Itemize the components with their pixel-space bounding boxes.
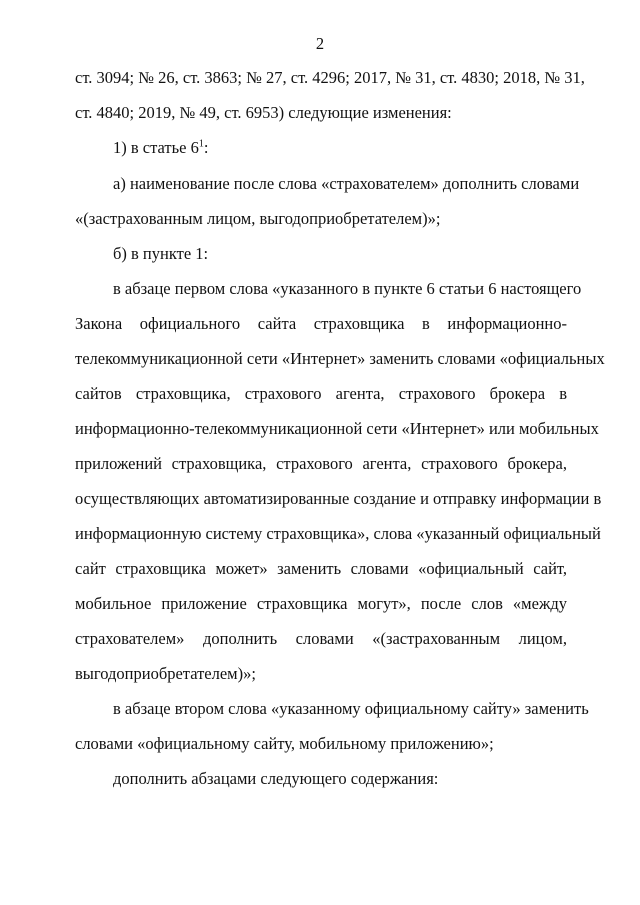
text-line: а) наименование после слова «страхователем» дополнить словами — [113, 174, 580, 193]
text-line: в абзаце втором слова «указанному официальному сайту» заменить — [113, 699, 589, 718]
text-line: дополнить абзацами следующего содержания: — [113, 769, 439, 788]
text-line: «(застрахованным лицом, выгодоприобретателем)»; — [75, 209, 441, 228]
text-line: информационно-телекоммуникационной сети «Интернет» или мобильных — [75, 419, 599, 438]
text-line: сайт страховщика может» заменить словами «официальный сайт, — [75, 559, 567, 578]
text-fragment: 1) в статье 6 — [113, 138, 199, 157]
text-line: приложений страховщика, страхового агента, страхового брокера, — [75, 454, 567, 473]
text-line: страхователем» дополнить словами «(застрахованным лицом, — [75, 629, 567, 648]
text-fragment: : — [203, 138, 209, 157]
text-line: сайтов страховщика, страхового агента, страхового брокера в — [75, 384, 567, 403]
text-line: информационную систему страховщика», слова «указанный официальный — [75, 524, 601, 543]
text-line: б) в пункте 1: — [113, 244, 209, 263]
text-line — [113, 136, 567, 160]
text-line: телекоммуникационной сети «Интернет» заменить словами «официальных — [75, 349, 605, 368]
text-line: ст. 3094; № 26, ст. 3863; № 27, ст. 4296; 2017, № 31, ст. 4830; 2018, № 31, — [75, 68, 585, 87]
text-line: выгодоприобретателем)»; — [75, 664, 256, 683]
text-line: ст. 4840; 2019, № 49, ст. 6953) следующие изменения: — [75, 103, 452, 122]
page-number: 2 — [315, 34, 325, 53]
superscript: 1 — [198, 138, 204, 150]
text-line: мобильное приложение страховщика могут», после слов «между — [75, 594, 567, 613]
text-line: осуществляющих автоматизированные создание и отправку информации в — [75, 489, 602, 508]
text-line: словами «официальному сайту, мобильному приложению»; — [75, 734, 494, 753]
text-line: в абзаце первом слова «указанного в пункте 6 статьи 6 настоящего — [113, 279, 582, 298]
text-line: Закона официального сайта страховщика в информационно- — [75, 314, 567, 333]
